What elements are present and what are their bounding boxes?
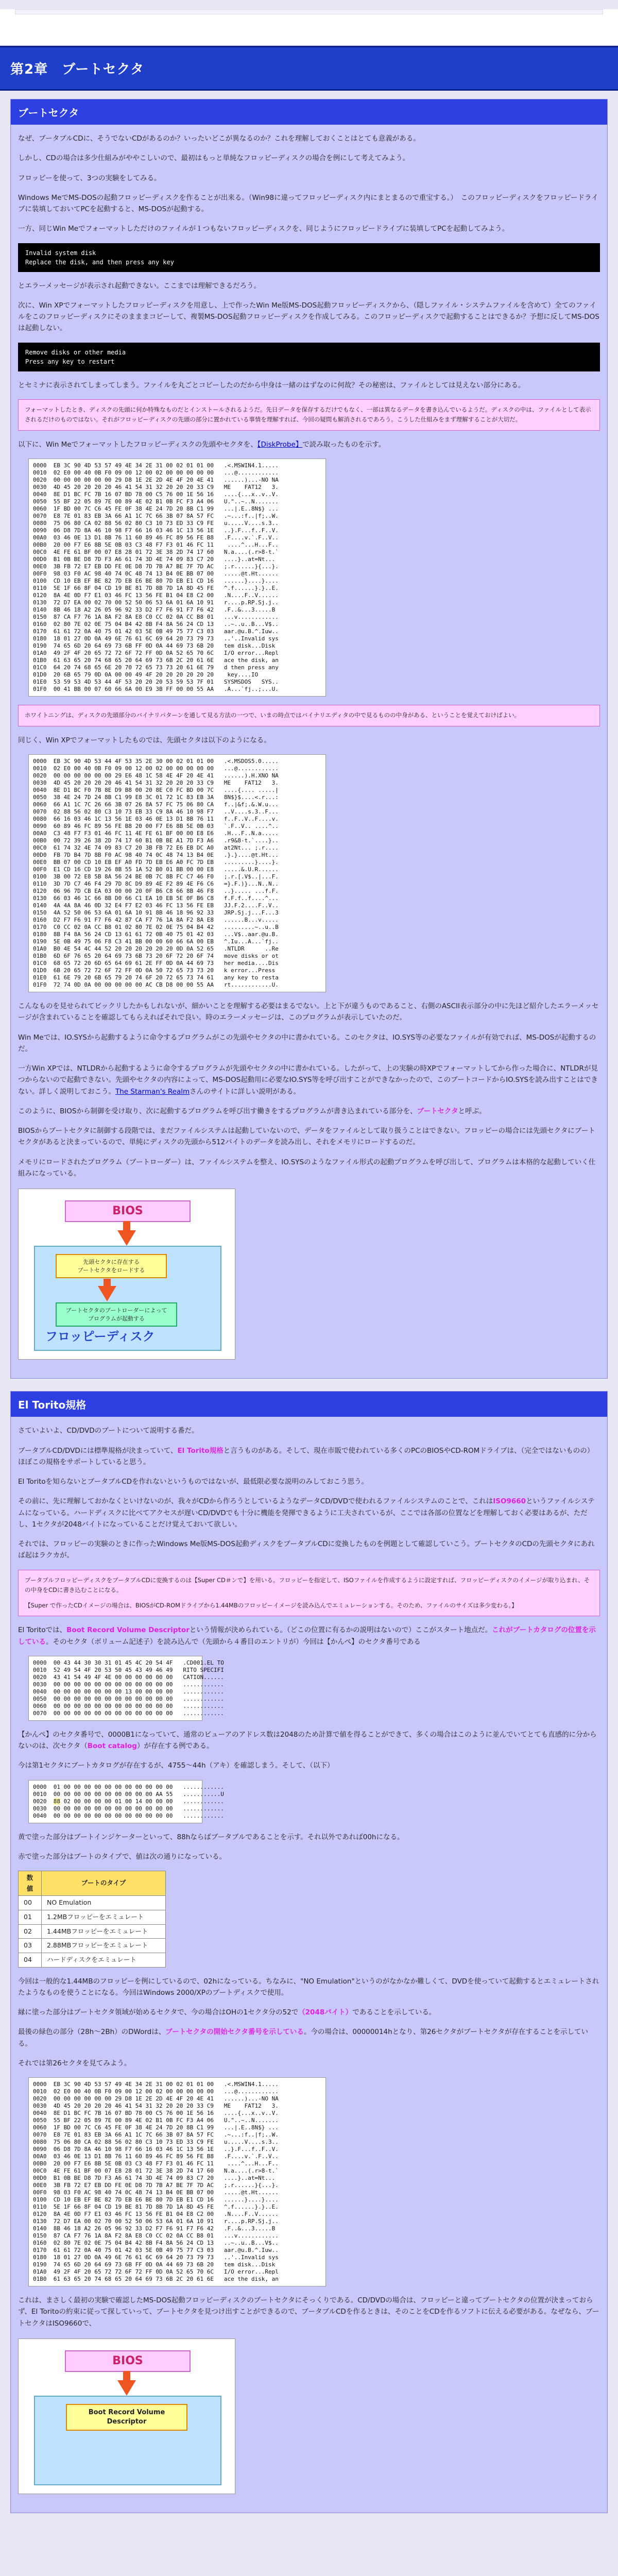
text: 縁に塗った部分はブートセクタ領域が始めるセクタで、今の場合はOHの1セクタ分の52で — [18, 2008, 299, 2017]
note-box: ホワイトニングは、ディスクの先頭部分のバイナリパターンを通して見る方法の一つで、いまの時点ではバイナリエディタの中で見るものの中身がある、ということを覚えておけばよい。 — [18, 705, 600, 726]
text: ）が存在する例である。 — [136, 1742, 214, 1751]
text: 。そのセクタ（ボリューム記述子）を読み込んで（先頭から４番目のエントリが）今回は【かんぺ】のセクタ番号である — [46, 1637, 421, 1646]
paragraph — [18, 1729, 600, 1752]
paragraph: BIOSからブートセクタに制御する段階では、まだファイルシステムは起動していないので、データをファイルとして取り扱うことはできない。フロッピーの場合には先頭セクタにブートセクタがあると決まっているので、単純にディスクの先頭から512バイトのデータを読み出し、それをメモリにロードするのだ。 — [18, 1127, 595, 1147]
table-header: ブートのタイプ — [42, 1871, 166, 1896]
console-error-1 — [18, 243, 600, 272]
boot-catalog-term: Boot catalog — [87, 1742, 137, 1751]
paragraph — [18, 1624, 600, 1648]
cd-boot-diagram — [18, 2338, 235, 2494]
table-row — [19, 1924, 166, 1939]
paragraph: 同じく、Win XPでフォーマットしたものでは、先頭セクタは以下のようになる。 — [18, 736, 271, 744]
paragraph: こんなものを見せられてビックリしたかもしれないが、細かいことを理解する必要はまるでない。上と下が違うものであること、右側のASCII表示部分の中に先ほど紹介したエラーメッセージが含まれていることを確認してもらえればそれで良い。時のエラーメッセージは、このプログラムが表示していたのだ。 — [18, 1002, 599, 1022]
text: 最後の緑色の部分（28h〜2Bh）のDWordは、 — [18, 2028, 166, 2037]
note-line: ブータブルフロッピーディスクをブータブルCDに変換するのは【Super CD＃ンで】を用いる。フロッピーを指定して、ISOファイルを作成するように設定すれば、フロッピーディスクのイメージが取り込まれ、その中身をCDに書き込むことになる。 — [25, 1576, 590, 1594]
boot-type-table — [18, 1871, 166, 1967]
paragraph: 一方、同じWin Meでフォーマットしただけのファイルが１つもないフロッピーディスクを、同じようにフロッピードライブに装填してPCを起動してみよう。 — [18, 225, 509, 233]
table-cell: 1.2MBフロッピーをエミュレート — [42, 1910, 166, 1925]
text: El Toritoでは、 — [18, 1626, 67, 1635]
paragraph: とエラーメッセージが表示され起動できない。ここまでは理解できるだろう。 — [18, 281, 261, 290]
paragraph — [18, 439, 600, 450]
brvd-box: Boot Record Volume Descriptor — [66, 2404, 187, 2431]
top-strip — [0, 9, 618, 46]
paragraph: それでは、フロッピーの実験のときに作ったWindows Me版MS-DOS起動ディスクをブータブルCDに変換したものを例題として確認していこう。ブートセクタのCDの先頭セクタにあれば起はラクカが。 — [18, 1540, 595, 1560]
boot-sector-term: ブートセクタ — [417, 1107, 458, 1115]
table-cell: 04 — [19, 1953, 42, 1967]
paragraph: さていよいよ、CD/DVDのブートについて説明する番だ。 — [18, 1427, 199, 1435]
paragraph: なぜ、ブータブルCDに、そうでないCDがあるのか？いったいどこが異なるのか？これを理解しておくことはとても意義がある。 — [18, 134, 420, 143]
table-header-row — [19, 1871, 166, 1896]
paragraph: しかし、CDの場合は多少仕組みがややこしいので、最初はもっと単純なフロッピーディスクの場合を例にして考えてみよう。 — [18, 154, 410, 163]
size-term: （2048バイト） — [298, 2008, 353, 2017]
note-box — [18, 1570, 600, 1617]
table-cell: NO Emulation — [42, 1896, 166, 1910]
paragraph: 次に、Win XPでフォーマットしたフロッピーディスクを用意し、上で作ったWin Me版MS-DOS起動フロッピーディスクから、（隠しファイル・システムファイルを含めて）全てのファイルをこのフロッピーディスクにそのまままコピーして、複製MS-DOS起動フロッピーディスクを作成してみる。このフロッピーディスクで起動することはできるか？予想に反してMS-DOSは起動しない。 — [18, 301, 599, 333]
table-row — [19, 1953, 166, 1967]
hexdump-win-xp: 0000 EB 3C 90 4D 53 44 4F 53 35 2E 30 00 02 01 01 00 .<.MSDOS5.0..... 0010 02 E0 00 40 0B F0 09 00 12 00 02 00 00 00 00 00 ...@............ 0020 00 00 00 00 00 00 29 E6 48 1C 58 4E 4F 20 4E 41 ......).H.XNO NA 0030 4D 45 20 20 20 20 46 41 54 31 32 20 20 20 33 C9 ME FAT12 3. 0040 8E D1 BC F0 7B 8E D9 B8 00 20 8E C0 FC BD 00 7C ....{.... .....| 0050 38 4E 24 7D 24 8B C1 99 E8 3C 01 72 1C 83 EB 3A 8N$}$....<.r...: 0060 66 A1 1C 7C 26 66 3B 07 26 8A 57 FC 75 06 80 CA f..|&f;.&.W.u... 0070 02 88 56 02 80 C3 10 73 EB 33 C9 8A 46 10 98 F7 ..V....s.3..F... 0080 66 16 03 46 1C 13 56 1E 03 46 0E 13 D1 8B 76 11 f..F..V..F....v. 0090 60 89 46 FC 89 56 FE B8 20 00 F7 E6 8B 5E 0B 03 `.F..V.. ....^.. 00A0 C3 48 F7 F3 01 46 FC 11 4E FE 61 BF 00 00 E8 E6 .H...F..N.a..... 00B0 00 72 39 26 38 2D 74 17 60 B1 0B BE A1 7D F3 A6 .r9&8-t.`....}.. 00C0 61 74 32 4E 74 09 83 C7 20 3B FB 72 E6 EB DC A0 at2Nt... ;.r.... 00D0 FB 7D B4 7D 8B F0 AC 98 40 74 0C 48 74 13 B4 0E .}.}....@t.Ht... 00E0 BB 07 00 CD 10 EB EF A0 FD 7D EB E6 A0 FC 7D EB .........}....}. 00F0 E1 CD 16 CD 19 26 8B 55 1A 52 B0 01 BB 00 00 E8 .....&.U.R...... 0100 3B 00 72 E8 5B 8A 56 24 BE 0B 7C 8B FC C7 46 F0 ;.r.[.V$..|...F. 0110 3D 7D C7 46 F4 29 7D 8C D9 89 4E F2 89 4E F6 C6 =}.F.)}...N..N.. 0120 06 96 7D CB EA 03 00 00 20 0F B6 C8 66 8B 46 F8 ..}..... ...f.F. 0130 66 03 46 1C 66 8B D0 66 C1 EA 10 EB 5E 0F B6 C8 f.F.f..f....^... 0140 4A 4A 8A 46 0D 32 E4 F7 E2 03 46 FC 13 56 FE EB JJ.F.2....F..V.. 0150 4A 52 50 06 53 6A 01 6A 10 91 8B 46 18 96 92 33 JRP.Sj.j...F...3 0160 D2 F7 F6 91 F7 F6 42 87 CA F7 76 1A 8A F2 8A E8 ......B...v..... 0170 C0 CC 02 0A CC B8 01 02 80 7E 02 0E 75 04 B4 42 .........~..u..B 0180 8B F4 8A 56 24 CD 13 61 61 72 0B 40 75 01 42 03 ...V$..aar.@u.B. 0190 5E 0B 49 75 06 F8 C3 41 BB 00 00 60 66 6A 00 EB ^.Iu...A...`fj.. 01A0 B0 4E 54 4C 44 52 20 20 20 20 20 20 0D 0A 52 65 .NTLDR ..Re 01B0 6D 6F 76 65 20 64 69 73 6B 73 20 6F 72 20 6F 74 move disks or ot 01C0 68 65 72 20 6D 65 64 69 61 2E FF 0D 0A 44 69 73 her media....Dis 01D0 6B 20 65 72 72 6F 72 FF 0D 0A 50 72 65 73 73 20 k error...Press 01E0 61 6E 79 20 6B 65 79 20 74 6F 20 72 65 73 74 61 any key to resta 01F0 72 74 0D 0A 00 00 00 00 00 AC CB D8 00 00 55 AA rt............U. — [28, 754, 326, 992]
table-cell: 01 — [19, 1910, 42, 1925]
table-cell: 00 — [19, 1896, 42, 1910]
table-cell: 03 — [19, 1939, 42, 1953]
paragraph: 黄で塗った部分はブートインジケーターといって、88hならばブータブルであることを示す。それ以外であれば00hになる。 — [18, 1833, 404, 1841]
hexdump-boot-catalog: 0000 01 00 00 00 00 00 00 00 00 00 00 00 ............ 0010 00 00 00 00 00 00 00 00 00 00 AA 55 ...........U 0020 88 02 00 00 00 00 01 00 14 00 00 00 ............ 0030 00 00 00 00 00 00 00 00 00 00 00 00 ............ 0040 00 00 00 00 00 00 00 00 00 00 00 00 ............ — [28, 1780, 202, 1823]
hexdump-cd-boot-sector: 0000 EB 3C 90 4D 53 57 49 4E 34 2E 31 00 02 01 01 00 .<.MSWIN4.1..... 0010 02 E0 00 40 0B F0 09 00 12 00 02 00 00 00 00 00 ...@............ 0020 00 00 00 00 00 00 29 D8 1E 2E 2D 4E 4F 20 4E 41 ......)...-NO NA 0030 4D 45 20 20 20 20 46 41 54 31 32 20 20 20 33 C9 ME FAT12 3. 0040 8E D1 BC FC 7B 16 07 BD 78 00 C5 76 00 1E 56 16 ....{...x..v..V. 0050 55 BF 22 05 89 7E 00 89 4E 02 B1 0B FC F3 A4 06 U."..~..N....... 0060 1F BD 00 7C C6 45 FE 0F 38 4E 24 7D 20 8B C1 99 ...|.E..8N$} ... 0070 E8 7E 01 83 EB 3A 66 A1 1C 7C 66 3B 07 8A 57 FC .~...:f..|f;..W. 0080 75 06 80 CA 02 88 56 02 80 C3 10 73 ED 33 C9 FE u.....V....s.3.. 0090 06 D8 7D 8A 46 10 98 F7 66 16 03 46 1C 13 56 1E ..}.F...f..F..V. 00A0 03 46 0E 13 D1 8B 76 11 60 89 46 FC 89 56 FE B8 .F....v.`.F..V.. 00B0 20 00 F7 E6 8B 5E 0B 03 C3 48 F7 F3 01 46 FC 11 ....^...H...F.. 00C0 4E FE 61 BF 00 07 E8 28 01 72 3E 38 2D 74 17 60 N.a....(.r>8-t.` 00D0 B1 0B BE D8 7D F3 A6 61 74 3D 4E 74 09 83 C7 20 ....}..at=Nt... 00E0 3B FB 72 E7 EB DD FE 0E D8 7D 7B A7 BE 7F 7D AC ;.r......}{...}. 00F0 98 03 F0 AC 98 40 74 0C 48 74 13 B4 0E BB 07 00 .....@t.Ht...... 0100 CD 10 EB EF BE 82 7D EB E6 BE 80 7D EB E1 CD 16 ......}....}.... 0110 5E 1F 66 8F 04 CD 19 BE 81 7D 8B 7D 1A 8D 45 FE ^.f......}.}..E. 0120 8A 4E 0D F7 E1 03 46 FC 13 56 FE B1 04 E8 C2 00 .N....F..V...... 0130 72 D7 EA 00 02 70 00 52 50 06 53 6A 01 6A 10 91 r....p.RP.Sj.j.. 0140 8B 46 18 A2 26 05 96 92 33 D2 F7 F6 91 F7 F6 42 .F..&...3.....B 0150 87 CA F7 76 1A 8A F2 8A E8 C0 CC 02 0A CC B8 01 ...v............ 0160 02 80 7E 02 0E 75 04 B4 42 8B F4 8A 56 24 CD 13 ..~..u..B...V$.. 0170 61 61 72 0A 40 75 01 42 03 5E 0B 49 75 77 C3 03 aar.@u.B.^.Iuw.. 0180 18 01 27 0D 0A 49 6E 76 61 6C 69 64 20 73 79 73 ..'..Invalid sys 0190 74 65 6D 20 64 69 73 6B FF 0D 0A 44 69 73 6B 20 tem disk...Disk 01A0 49 2F 4F 20 65 72 72 6F 72 FF 0D 0A 52 65 70 6C I/O error...Repl 01B0 61 63 65 20 74 68 65 20 64 69 73 6B 2C 20 61 6E ace the disk, an — [28, 2077, 326, 2286]
start-sector-term: ブートセクタの開始セクタ番号を示している — [165, 2028, 304, 2037]
arrow-stem — [123, 2371, 130, 2381]
down-arrow-icon — [117, 2380, 136, 2396]
text: と言うものがある。そして、現在市販で使われている多くのPCのBIOSやCD-ROMドライブは、（完全ではないものの）ほぼこの規格をサポートしていると思う。 — [18, 1446, 594, 1466]
brvd-term: Boot Record Volume Descriptor — [66, 1626, 190, 1635]
paragraph: 赤で塗った部分はブートのタイプで、値は次の通りになっている。 — [18, 1852, 227, 1861]
paragraph: メモリにロードされたプログラム（ブートローダー）は、ファイルシステムを整え、IO.SYSのようなファイル形式の起動プログラムを呼び出して、プログラムは本格的な起動していく仕組みになっている。 — [18, 1158, 596, 1178]
down-arrow-icon — [98, 1286, 116, 1301]
hexdump-brvd: 0000 00 43 44 30 30 31 01 45 4C 20 54 4F .CD001.EL TO 0010 52 49 54 4F 20 53 50 45 43 49 46 49 RITO SPECIFI 0020 43 41 54 49 4F 4E 00 00 00 00 00 00 CATION...... 0030 00 00 00 00 00 00 00 00 00 00 00 00 ............ 0040 00 00 00 00 00 00 00 13 00 00 00 00 ............ 0050 00 00 00 00 00 00 00 00 00 00 00 00 ............ 0060 00 00 00 00 00 00 00 00 00 00 00 00 ............ 0070 00 00 00 00 00 00 00 00 00 00 00 00 ............ — [28, 1656, 202, 1721]
section-body — [11, 133, 607, 1360]
console-error-2 — [18, 343, 600, 371]
hexdump-win-me: 0000 EB 3C 90 4D 53 57 49 4E 34 2E 31 00 02 01 01 00 .<.MSWIN4.1..... 0010 02 E0 00 40 0B F0 09 00 12 00 02 00 00 00 00 00 ...@............ 0020 00 00 00 00 00 00 29 D8 1E 2E 2D 4E 4F 20 4E 41 ......)...-NO NA 0030 4D 45 20 20 20 20 46 41 54 31 32 20 20 20 33 C9 ME FAT12 3. 0040 8E D1 BC FC 7B 16 07 BD 78 00 C5 76 00 1E 56 16 ....{...x..v..V. 0050 55 BF 22 05 89 7E 00 89 4E 02 B1 0B FC F3 A4 06 U."..~..N....... 0060 1F BD 00 7C C6 45 FE 0F 38 4E 24 7D 20 8B C1 99 ...|.E..8N$} ... 0070 E8 7E 01 83 EB 3A 66 A1 1C 7C 66 3B 07 8A 57 FC .~...:f..|f;..W. 0080 75 06 80 CA 02 88 56 02 80 C3 10 73 ED 33 C9 FE u.....V....s.3.. 0090 06 D8 7D 8A 46 10 98 F7 66 16 03 46 1C 13 56 1E ..}.F...f..F..V. 00A0 03 46 0E 13 D1 8B 76 11 60 89 46 FC 89 56 FE B8 .F....v.`.F..V.. 00B0 20 00 F7 E6 8B 5E 0B 03 C3 48 F7 F3 01 46 FC 11 ....^...H...F.. 00C0 4E FE 61 BF 00 07 E8 28 01 72 3E 38 2D 74 17 60 N.a....(.r>8-t.` 00D0 B1 0B BE D8 7D F3 A6 61 74 3D 4E 74 09 83 C7 20 ....}..at=Nt... 00E0 3B FB 72 E7 EB DD FE 0E D8 7D 7B A7 BE 7F 7D AC ;.r......}{...}. 00F0 98 03 F0 AC 98 40 74 0C 48 74 13 B4 0E BB 07 00 .....@t.Ht...... 0100 CD 10 EB EF BE 82 7D EB E6 BE 80 7D EB E1 CD 16 ......}....}.... 0110 5E 1F 66 8F 04 CD 19 BE 81 7D 8B 7D 1A 8D 45 FE ^.f......}.}..E. 0120 8A 4E 0D F7 E1 03 46 FC 13 56 FE B1 04 E8 C2 00 .N....F..V...... 0130 72 D7 EA 00 02 70 00 52 50 06 53 6A 01 6A 10 91 r....p.RP.Sj.j.. 0140 8B 46 18 A2 26 05 96 92 33 D2 F7 F6 91 F7 F6 42 .F..&...3.....B 0150 87 CA F7 76 1A 8A F2 8A E8 C0 CC 02 0A CC B8 01 ...v............ 0160 02 80 7E 02 0E 75 04 B4 42 8B F4 8A 56 24 CD 13 ..~..u..B...V$.. 0170 61 61 72 0A 40 75 01 42 03 5E 0B 49 75 77 C3 03 aar.@u.B.^.Iuw.. 0180 18 01 27 0D 0A 49 6E 76 61 6C 69 64 20 73 79 73 ..'..Invalid sys 0190 74 65 6D 20 64 69 73 6B FF 0D 0A 44 69 73 6B 20 tem disk...Disk 01A0 49 2F 4F 20 65 72 72 6F 72 FF 0D 0A 52 65 70 6C I/O error...Repl 01B0 61 63 65 20 74 68 65 20 64 69 73 6B 2C 20 61 6E ace the disk, an 01C0 64 20 74 68 65 6E 20 70 72 65 73 73 20 61 6E 79 d then press any 01D0 20 6B 65 79 0D 0A 00 00 49 4F 20 20 20 20 20 20 key....IO 01E0 53 59 53 4D 53 44 4F 53 20 20 20 53 59 53 7F 01 SYSMSDOS SYS.. 01F0 00 41 BB 00 07 60 66 6A 00 E9 3B FF 00 00 55 AA .A...`fj..;...U. — [28, 459, 326, 697]
paragraph: 今は第1セクタにブートカタログが存在するが、4755〜44h（アキ）を確認しまう。そして、（以下） — [18, 1761, 334, 1770]
paragraph — [18, 1106, 600, 1117]
paragraph: これは、まさしく最初の実験で確認したMS-DOS起動フロッピーディスクのブートセクタにそっくりである。CD/DVDの場合は、フロッピーと違ってブートセクタの位置が決まっておらず、El Toritoの約束に従って探していって、ブートセクタを見つけ出すことができるので、ブータブルCDを作るときは、そのことをCDを作るソフトに伝える必要がある。なぜなら、ブートセクタはISO9660で、 — [18, 2296, 599, 2328]
down-arrow-icon — [117, 1230, 136, 1246]
el-torito-term: El Torito規格 — [177, 1446, 224, 1455]
text: で読み取ったものを示す。 — [302, 440, 386, 449]
paragraph — [18, 1445, 600, 1468]
paragraph: 今回は一般的な1.44MBのフロッピーを例にしているので、02hになっている。ちなみに、"NO Emulation"というのがなかなか難しくて、DVDを使っていて起動するとエミュレートされたようなものを使うことになる。今回はWindows 2000/XPのブートディスクで使用。 — [18, 1977, 599, 1997]
table-cell: ハードディスクをエミュレート — [42, 1953, 166, 1967]
table-cell: 02 — [19, 1924, 42, 1939]
console-line: Press any key to restart — [25, 358, 115, 365]
text: 。今の場合は、00000014hとなり、第26セクタがブートセクタが存在することを示している。 — [18, 2028, 589, 2048]
text: と呼ぶ。 — [458, 1107, 486, 1115]
paragraph: Windows MeでMS-DOSの起動フロッピーディスクを作ることが出来る。（Win98に違ってフロッピーディスク内にまとまるので重宝する。） このフロッピーディスクをフロッピードライブに装填しておいてPCを起動すると、MS-DOSが起動する。 — [18, 193, 598, 214]
text: 以下に、Win Meでフォーマットしたフロッピーディスクの先頭やセクタを、 — [18, 440, 258, 449]
note-box: フォーマットしたとき、ディスクの先頭に何か特殊なものだとインストールされるようだ。先日データを保存するだけでもなく、一部は異なるデータを書き込んでいるようだ。ディスクの中は、ファイルとして表示されるだけのものではない。それがフロッピーディスクの先頭の部分に置かれている事情を理解すれば、今回の疑問も解消されるであろう。こうした仕組みをまず理解することが大切だ。 — [18, 399, 600, 431]
bios-box: BIOS — [65, 1200, 191, 1222]
starman-realm-link[interactable]: The Starman's Realm — [115, 1087, 190, 1096]
floppy-boot-diagram — [18, 1189, 235, 1360]
table-header: 数値 — [19, 1871, 42, 1896]
iso9660-term: ISO9660 — [493, 1497, 526, 1506]
page-content — [0, 91, 618, 2534]
text: という情報が決められている。（どこの位置に有るかの説明はないので）ここがスタート地点だ。 — [189, 1626, 492, 1635]
section-heading: ブートセクタ — [11, 99, 607, 125]
text: であることを示している。 — [352, 2008, 436, 2017]
table-cell: 2.88MBフロッピーをエミュレート — [42, 1939, 166, 1953]
console-line: Remove disks or other media — [25, 348, 126, 356]
cd-box — [34, 2396, 221, 2485]
bios-box: BIOS — [65, 2350, 191, 2372]
table-row — [19, 1910, 166, 1925]
console-line: Invalid system disk — [25, 249, 96, 257]
arrow-stem — [123, 1221, 130, 1231]
paragraph: それでは第26セクタを見てみよう。 — [18, 2059, 131, 2067]
text: ブータブルCD/DVDには標準規格が決まっていて、 — [18, 1446, 178, 1455]
paragraph — [18, 1496, 600, 1530]
table-row — [19, 1896, 166, 1910]
note-line: 【Super で作ったCDイメージの場合は、BIOSがCD-ROMドライブから1.44MBのフロッピーイメージを読み込んでエミュレーションする。そのため、ファイルのサイズは多少変わる。】 — [25, 1601, 518, 1609]
boot-loader-box: ブートセクタのブートローダーによって プログラムが起動する — [56, 1302, 177, 1327]
paragraph: フロッピーを使って、3つの実験をしてみる。 — [18, 174, 161, 182]
text: 一方Win XPでは、NTLDRから起動するように命令するプログラムが先頭やセクタの中に書かれている。したがって、上の実験の時XPでフォーマットしてから作った場合に、NTLDRが見つからないので起動できない。先頭やセクタの内容によって、MS-DOS起動用に必要なIO.SYS等を呼び出すことができなかったので、このブートコードからIO.SYSを読み出すことはできない。詳しく説明しておこう。 — [18, 1064, 598, 1096]
table-row — [19, 1939, 166, 1953]
chapter-title: 第2章 ブートセクタ — [0, 46, 618, 91]
text: その前に、先に理解しておかなくといけないのが、我々がCDから作ろうとしているようなデータCD/DVDで使われるファイルシステムのことで、これは — [18, 1497, 493, 1506]
text: さんのサイトに詳しい説明がある。 — [190, 1087, 301, 1096]
section-heading: El Torito規格 — [11, 1392, 607, 1417]
paragraph: Win Meでは、IO.SYSから起動するように命令するプログラムがこの先頭やセクタの中に書かれている。このセクタは、IO.SYS等の必要なファイルが有効でれば、MS-DOSが起動するのだ。 — [18, 1033, 596, 1053]
console-line: Replace the disk, and then press any key — [25, 258, 174, 266]
paragraph — [18, 2007, 600, 2018]
top-bar — [15, 9, 603, 14]
text: 【かんぺ】のセクタ番号で、0000B1になっていて、通常のビューアのアドレス数は2048のため計算で値を得ることができて、多くの場合はこのように並んでいてとても直感的に分からないのは、次セクタ（ — [18, 1730, 597, 1751]
section-body — [11, 1425, 607, 2494]
section-boot-sector — [10, 99, 608, 1379]
floppy-disk-label: フロッピーディスク — [45, 1329, 155, 1344]
table-cell: 1.44MBフロッピーをエミュレート — [42, 1924, 166, 1939]
paragraph: とセミナに表示されてしまってしまう。ファイルを丸ごとコピーしたのだから中身は一緒のはずなのに何故？その秘密は、ファイルとしては見えない部分にある。 — [18, 381, 525, 389]
paragraph — [18, 2026, 600, 2049]
boot-sector-box: 先頭セクタに存在する ブートセクタをロードする — [56, 1254, 167, 1278]
text: というファイルシステムになっている。ハードディスクに比べてアクセスが遅いCD/DVDでも十分に機能を発揮できるように工夫されているが、ここでは各部の位置などを理解しておく必要はあるが、ただし、1セクタが2048バイトになっていることだけ覚えておいて欲しい。 — [18, 1497, 595, 1529]
boot-catalog-position-term: これがブートカタログの位置を示している — [18, 1626, 596, 1646]
floppy-disk-box — [34, 1246, 221, 1351]
text: このように、BIOSから制御を受け取り、次に起動するプログラムを呼び出す働きをするプログラムが書き込まれている部分を、 — [18, 1107, 417, 1115]
diskprobe-link[interactable]: 【DiskProbe】 — [257, 440, 303, 449]
section-el-torito — [10, 1391, 608, 2513]
paragraph: El Toritoを知らないとブータブルCDを作れないというものではないが、最低限必要な説明のみしておこう思う。 — [18, 1478, 369, 1486]
paragraph — [18, 1063, 600, 1097]
